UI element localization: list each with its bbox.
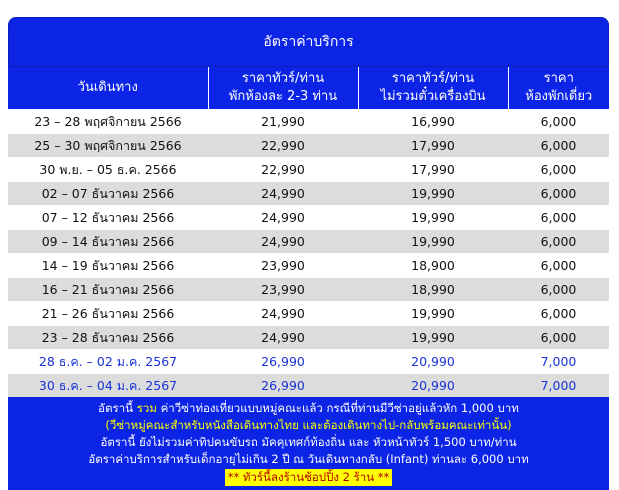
cell-price-no-flight: 17,990: [358, 158, 508, 182]
cell-price-no-flight: 19,990: [358, 182, 508, 206]
table-row: [8, 374, 609, 398]
cell-price-shared: 24,990: [208, 302, 358, 326]
cell-price-shared: 26,990: [208, 374, 358, 398]
cell-price-no-flight: 18,990: [358, 278, 508, 302]
price-table-container: [8, 17, 609, 490]
header-price-no-flight: ราคาทัวร์/ท่าน ไม่รวมตั๋วเครื่องบิน: [358, 67, 508, 110]
cell-single-room: 7,000: [508, 350, 609, 374]
cell-single-room: 6,000: [508, 110, 609, 134]
table-title: อัตราค่าบริการ: [8, 17, 609, 67]
table-row: [8, 302, 609, 326]
note-visa: อัตรานี้ รวม ค่าวีซ่าท่องเที่ยวแบบหมู่คณะแล้ว กรณีที่ท่านมีวีซ่าอยู่แล้วหัก 1,000 บาท: [98, 401, 519, 415]
cell-single-room: 6,000: [508, 278, 609, 302]
cell-travel-date: 23 – 28 พฤศจิกายน 2566: [8, 110, 208, 134]
cell-travel-date: 23 – 28 ธันวาคม 2566: [8, 326, 208, 350]
cell-price-shared: 24,990: [208, 230, 358, 254]
cell-price-no-flight: 17,990: [358, 134, 508, 158]
cell-price-shared: 26,990: [208, 350, 358, 374]
cell-single-room: 6,000: [508, 302, 609, 326]
cell-price-no-flight: 18,900: [358, 254, 508, 278]
cell-price-no-flight: 19,990: [358, 206, 508, 230]
cell-price-no-flight: 19,990: [358, 230, 508, 254]
cell-price-shared: 23,990: [208, 278, 358, 302]
cell-single-room: 6,000: [508, 206, 609, 230]
cell-price-shared: 22,990: [208, 158, 358, 182]
table-row: [8, 350, 609, 374]
cell-price-no-flight: 20,990: [358, 350, 508, 374]
cell-price-shared: 24,990: [208, 206, 358, 230]
note-infant: อัตราค่าบริการสำหรับเด็กอายุไม่เกิน 2 ปี ณ วันเดินทางกลับ (Infant) ท่านละ 6,000 บาท: [88, 452, 529, 466]
cell-travel-date: 02 – 07 ธันวาคม 2566: [8, 182, 208, 206]
cell-travel-date: 21 – 26 ธันวาคม 2566: [8, 302, 208, 326]
cell-travel-date: 28 ธ.ค. – 02 ม.ค. 2567: [8, 350, 208, 374]
price-table: [8, 67, 609, 397]
cell-price-shared: 22,990: [208, 134, 358, 158]
cell-travel-date: 09 – 14 ธันวาคม 2566: [8, 230, 208, 254]
cell-single-room: 6,000: [508, 182, 609, 206]
header-single-room: ราคา ห้องพักเดี่ยว: [508, 67, 609, 110]
cell-single-room: 7,000: [508, 374, 609, 398]
cell-travel-date: 30 พ.ย. – 05 ธ.ค. 2566: [8, 158, 208, 182]
table-row: [8, 110, 609, 134]
cell-single-room: 6,000: [508, 134, 609, 158]
table-row: [8, 278, 609, 302]
cell-travel-date: 25 – 30 พฤศจิกายน 2566: [8, 134, 208, 158]
table-row: [8, 182, 609, 206]
cell-price-shared: 21,990: [208, 110, 358, 134]
cell-travel-date: 14 – 19 ธันวาคม 2566: [8, 254, 208, 278]
cell-single-room: 6,000: [508, 254, 609, 278]
cell-travel-date: 16 – 21 ธันวาคม 2566: [8, 278, 208, 302]
cell-price-no-flight: 16,990: [358, 110, 508, 134]
note-tip: อัตรานี้ ยังไม่รวมค่าทิปคนขับรถ มัคคุเทศก์ท้องถิ่น และ หัวหน้าทัวร์ 1,500 บาท/ท่าน: [100, 435, 517, 449]
notes-panel: [8, 397, 609, 490]
table-row: [8, 206, 609, 230]
cell-price-no-flight: 19,990: [358, 302, 508, 326]
cell-price-shared: 24,990: [208, 326, 358, 350]
table-row: [8, 254, 609, 278]
table-row: [8, 326, 609, 350]
cell-single-room: 6,000: [508, 230, 609, 254]
cell-price-no-flight: 20,990: [358, 374, 508, 398]
cell-price-shared: 23,990: [208, 254, 358, 278]
table-row: [8, 158, 609, 182]
header-price-shared: ราคาทัวร์/ท่าน พักห้องละ 2-3 ท่าน: [208, 67, 358, 110]
cell-travel-date: 07 – 12 ธันวาคม 2566: [8, 206, 208, 230]
cell-price-shared: 24,990: [208, 182, 358, 206]
table-row: [8, 134, 609, 158]
cell-single-room: 6,000: [508, 326, 609, 350]
header-travel-date: วันเดินทาง: [8, 67, 208, 110]
cell-travel-date: 30 ธ.ค. – 04 ม.ค. 2567: [8, 374, 208, 398]
table-row: [8, 230, 609, 254]
shopping-badge: ** ทัวร์นี้ลงร้านช้อปปิ้ง 2 ร้าน **: [225, 469, 393, 486]
cell-price-no-flight: 19,990: [358, 326, 508, 350]
table-body: [8, 110, 609, 398]
header-row: [8, 67, 609, 110]
cell-single-room: 6,000: [508, 158, 609, 182]
note-visa-condition: (วีซ่าหมู่คณะสำหรับหนังสือเดินทางไทย และต้องเดินทางไป-กลับพร้อมคณะเท่านั้น): [105, 418, 512, 432]
